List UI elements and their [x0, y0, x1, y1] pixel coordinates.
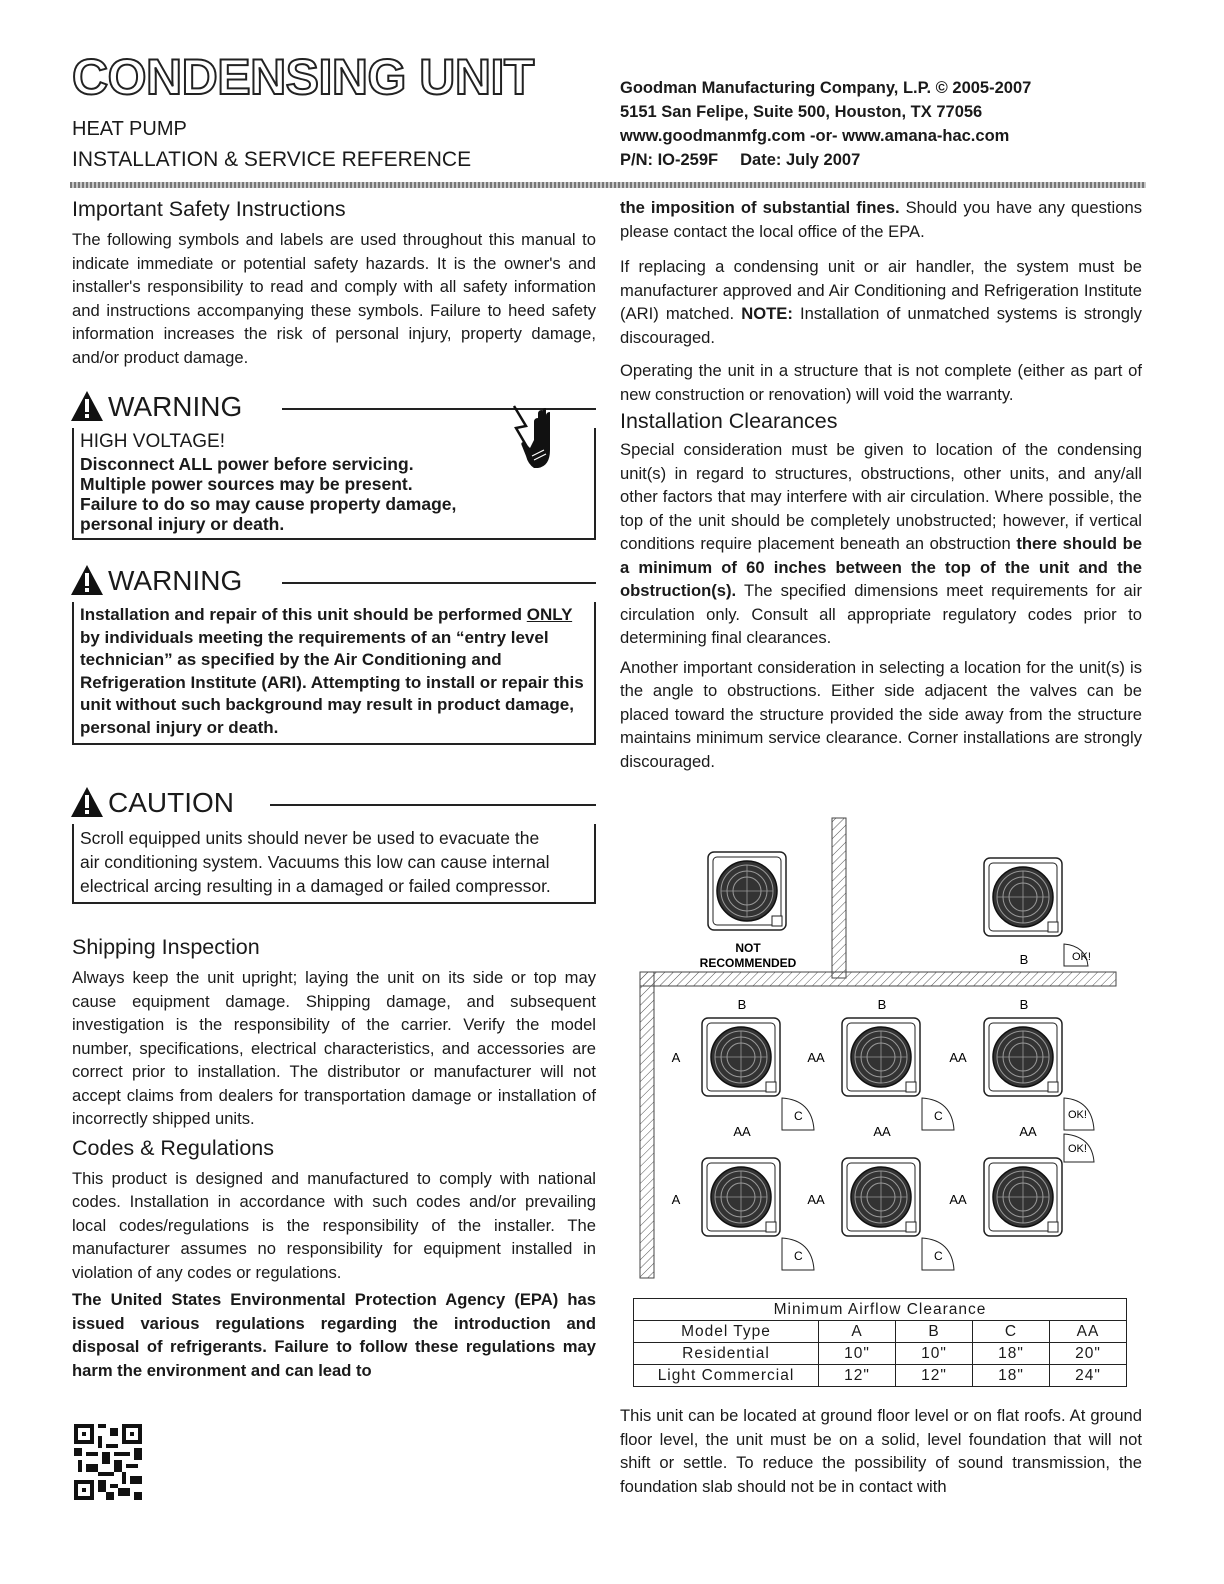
label-aa: AA: [807, 1192, 825, 1207]
label-aa: AA: [949, 1050, 967, 1065]
epa-continuation: [620, 196, 1142, 243]
replacement-text-b: Installation of unmatched systems is strongly discouraged.: [620, 304, 1142, 347]
cell-model: Light Commercial: [634, 1365, 819, 1387]
label-b: B: [737, 997, 747, 1012]
warning1-line2: Disconnect ALL power before servicing.: [80, 454, 414, 474]
unit-row2-col1: [702, 1158, 780, 1236]
cell-b: 10": [896, 1343, 973, 1365]
high-voltage-label: HIGH VOLTAGE!: [80, 431, 225, 452]
header-a: A: [819, 1321, 896, 1343]
document-subtitle-reference: INSTALLATION & SERVICE REFERENCE: [72, 148, 472, 171]
safety-heading: Important Safety Instructions: [72, 197, 346, 221]
warning-high-voltage-box: [72, 388, 596, 540]
electric-shock-hand-icon: [504, 400, 574, 480]
cell-aa: 20": [1050, 1343, 1127, 1365]
label-ok: OK!: [1068, 1143, 1087, 1155]
unit-row2-col2: [842, 1158, 920, 1236]
caution-triangle-icon: [70, 786, 104, 818]
label-c: C: [934, 1249, 943, 1263]
horizontal-wall: [640, 972, 1116, 986]
label-ok: OK!: [1068, 1109, 1087, 1121]
airflow-clearance-table: [633, 1298, 1127, 1387]
part-number: P/N: IO-259F: [620, 151, 719, 169]
label-c: C: [934, 1109, 943, 1123]
clearances-text-a: Special consideration must be given to location of the condensing unit(s) in regard to structures, obstructions, other units, and any/all other factors that may interfere with air circulation. Where possible, the top of the unit should be completely unobstructed; however, if vertical conditions require placement beneath an obstruction: [620, 440, 1142, 553]
cell-c: 18": [973, 1343, 1050, 1365]
unit-not-recommended: [708, 852, 786, 930]
header-c: C: [973, 1321, 1050, 1343]
cell-model: Residential: [634, 1343, 819, 1365]
warning1-line5: personal injury or death.: [80, 514, 285, 534]
replacement-text-a: If replacing a condensing unit or air handler, the system must be manufacturer approved and Air Conditioning and Refrigeration Institute (ARI) matched.: [620, 257, 1142, 323]
label-a: A: [671, 1050, 681, 1065]
vertical-wall: [832, 818, 846, 978]
right-column: [620, 196, 1142, 773]
unit-row1-col1: [702, 1018, 780, 1096]
company-info: [620, 76, 1031, 172]
label-aa: AA: [733, 1124, 751, 1139]
label-aa: AA: [807, 1050, 825, 1065]
unit-row2-col3: [984, 1158, 1062, 1236]
label-b: B: [1019, 952, 1029, 967]
shipping-heading: Shipping Inspection: [72, 935, 260, 959]
warning2-only: ONLY: [526, 605, 573, 624]
warning2-text-a: Installation and repair of this unit should be performed: [80, 605, 527, 624]
safety-body: The following symbols and labels are used throughout this manual to indicate immediate or potential safety hazards. It is the owner's and installer's responsibility to read and comply with all safety information and instructions accompanying these symbols. Failure to heed safety information increases the risk of personal injury, property damage, and/or product damage.: [72, 230, 596, 367]
document-title: CONDENSING UNIT: [72, 49, 534, 105]
table-header-row: [634, 1321, 1127, 1343]
label-b: B: [877, 997, 887, 1012]
left-wall: [640, 972, 654, 1278]
table-title: Minimum Airflow Clearance: [634, 1299, 1127, 1321]
warning2-body: [72, 602, 596, 745]
label-c: C: [794, 1109, 803, 1123]
header-aa: AA: [1050, 1321, 1127, 1343]
header-model-type: Model Type: [634, 1321, 819, 1343]
publish-date: Date: July 2007: [740, 151, 861, 169]
operating-paragraph: Operating the unit in a structure that is not complete (either as part of new construction or renovation) will void the warranty.: [620, 361, 1142, 404]
warning-rule: [282, 582, 596, 584]
ground-level-paragraph: This unit can be located at ground floor level or on flat roofs. At ground floor level, the unit must be on a solid, level foundation that will not shift or settle. To reduce the possibility of sound transmission, the foundation slab should not be in contact with: [620, 1406, 1142, 1496]
cell-aa: 24": [1050, 1365, 1127, 1387]
shipping-codes-section: [72, 934, 596, 1382]
clearances-bold: there should be a minimum of 60 inches between the top of the unit and the obstruction(s).: [620, 534, 1142, 600]
table-row: [634, 1365, 1127, 1387]
label-c: C: [794, 1249, 803, 1263]
epa-notice: The United States Environmental Protection Agency (EPA) has issued various regulations regarding the introduction and disposal of refrigerants. Failure to follow these regulations may harm the environment and can lead to: [72, 1290, 596, 1380]
warning1-line4: Failure to do so may cause property damage,: [80, 494, 457, 514]
warning-triangle-icon: [70, 390, 104, 422]
note-label: NOTE:: [741, 304, 793, 323]
clearances-heading: Installation Clearances: [620, 409, 838, 433]
company-address: 5151 San Felipe, Suite 500, Houston, TX 77056: [620, 103, 983, 121]
warning-technician-box: [72, 562, 596, 745]
warning-title: WARNING: [108, 565, 243, 596]
clearance-diagram: [636, 814, 1136, 1284]
codes-heading: Codes & Regulations: [72, 1135, 274, 1160]
document-subtitle-heat-pump: HEAT PUMP: [72, 118, 187, 140]
label-aa: AA: [1019, 1124, 1037, 1139]
angle-paragraph: Another important consideration in selecting a location for the unit(s) is the angle to obstructions. Either side adjacent the valves can be placed toward the structure provided the side away from the structure maintains minimum service clearance. Corner installations are strongly discouraged.: [620, 657, 1142, 771]
label-ok: OK!: [1072, 951, 1091, 963]
warning2-text-b: by individuals meeting the requirements of an “entry level technician” as specified by the Air Conditioning and Refrigeration Institute (ARI). Attempting to install or repair this unit without such background may result in product damage, personal injury or death.: [80, 627, 584, 737]
header-b: B: [896, 1321, 973, 1343]
label-aa: AA: [949, 1192, 967, 1207]
header-divider: [70, 182, 1146, 188]
company-name: Goodman Manufacturing Company, L.P. © 2005-2007: [620, 79, 1032, 97]
not-recommended-label-1: NOT: [735, 941, 761, 955]
warning1-line3: Multiple power sources may be present.: [80, 474, 413, 494]
unit-row1-col2: [842, 1018, 920, 1096]
warning-title: WARNING: [108, 391, 243, 422]
epa-contact: Should you have any questions please contact the local office of the EPA.: [620, 198, 1142, 241]
shipping-body: Always keep the unit upright; laying the unit on its side or top may cause equipment damage. Shipping damage, and subsequent investigation is the responsibility of the carrier. Verify the model number, specifications, electrical characteristics, and accessories are correct prior to installation. The distributor or manufacturer will not accept claims from dealers for transportation damage or installation of incorrectly shipped units.: [72, 968, 596, 1128]
part-number-row: [620, 148, 1031, 172]
ground-level-section: [620, 1404, 1142, 1498]
warning-triangle-icon: [70, 564, 104, 596]
unit-row1-col3: [984, 1018, 1062, 1096]
clearances-paragraph: [620, 438, 1142, 650]
label-aa: AA: [873, 1124, 891, 1139]
label-b: B: [1019, 997, 1029, 1012]
table-row: [634, 1343, 1127, 1365]
cell-a: 12": [819, 1365, 896, 1387]
replacement-paragraph: [620, 255, 1142, 349]
caution-rule: [270, 804, 596, 806]
company-websites: www.goodmanmfg.com -or- www.amana-hac.com: [620, 127, 1010, 145]
caution-body: Scroll equipped units should never be used to evacuate the air conditioning system. Vacuums this low can cause internal electrical arcing resulting in a damaged or failed compressor.: [72, 824, 596, 904]
cell-c: 18": [973, 1365, 1050, 1387]
caution-box: [72, 784, 596, 904]
caution-title: CAUTION: [108, 787, 234, 818]
cell-a: 10": [819, 1343, 896, 1365]
codes-body: This product is designed and manufactured to comply with national codes. Installation in accordance with such codes and/or prevailing local codes/regulations is the responsibility of the installer. The manufacturer assumes no responsibility for equipment installed in violation of any codes or regulations.: [72, 1168, 596, 1282]
label-a: A: [671, 1192, 681, 1207]
unit-top-right: [984, 858, 1062, 936]
epa-fines: the imposition of substantial fines.: [620, 198, 900, 217]
clearances-text-b: The specified dimensions meet requirements for air circulation only. Consult all appropriate regulatory codes prior to determining final clearances.: [620, 581, 1142, 647]
not-recommended-label-2: RECOMMENDED: [699, 956, 797, 970]
cell-b: 12": [896, 1365, 973, 1387]
safety-section: [72, 196, 596, 369]
qr-code-image: [74, 1424, 142, 1500]
